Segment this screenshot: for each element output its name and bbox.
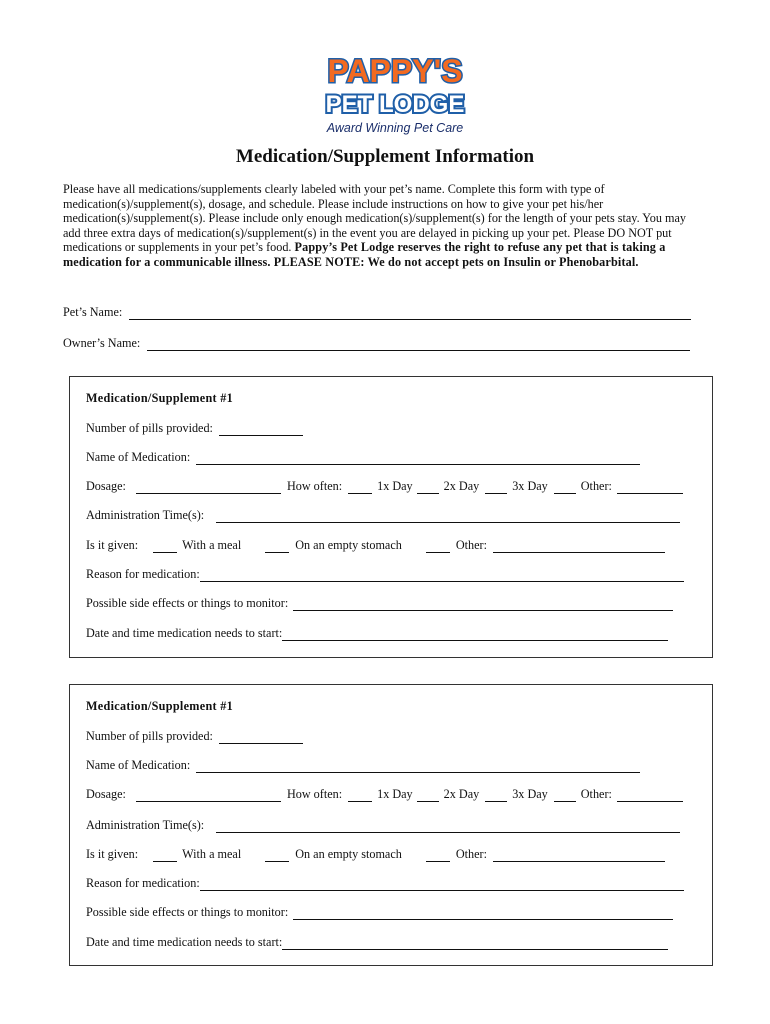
option-other-line[interactable] <box>554 789 576 802</box>
empty-stomach-label: On an empty stomach <box>295 847 402 861</box>
start-label: Date and time medication needs to start: <box>86 626 283 640</box>
admin-time-input-line[interactable] <box>216 820 680 833</box>
dosage-row <box>86 787 683 802</box>
given-row <box>86 847 665 862</box>
side-effects-input-line[interactable] <box>293 598 673 611</box>
owner-name-input-line[interactable] <box>147 338 690 351</box>
how-often-label: How often: <box>286 787 343 801</box>
given-other-line[interactable] <box>426 540 450 553</box>
admin-time-input-line[interactable] <box>216 510 680 523</box>
medication-section-1 <box>69 376 713 658</box>
logo-graphic <box>300 48 490 140</box>
other-input-line[interactable] <box>617 789 683 802</box>
reason-input-line[interactable] <box>200 878 684 891</box>
with-meal-label: With a meal <box>182 847 242 861</box>
intro-paragraph <box>63 182 703 270</box>
side-effects-input-line[interactable] <box>293 907 673 920</box>
section-heading: Medication/Supplement #1 <box>86 391 234 405</box>
option-3x-label: 3x Day <box>512 787 548 801</box>
other-input-line[interactable] <box>617 481 683 494</box>
dosage-row <box>86 479 683 494</box>
medication-section-2 <box>69 684 713 966</box>
start-input-line[interactable] <box>282 937 668 950</box>
medication-name-field <box>86 758 640 773</box>
option-3x-line[interactable] <box>485 481 507 494</box>
given-other-line[interactable] <box>426 849 450 862</box>
given-row <box>86 538 665 553</box>
with-meal-line[interactable] <box>153 849 177 862</box>
start-field <box>86 626 668 641</box>
option-other-line[interactable] <box>554 481 576 494</box>
empty-stomach-line[interactable] <box>265 540 289 553</box>
pills-field <box>86 729 303 744</box>
how-often-label: How often: <box>286 479 343 493</box>
owner-name-label: Owner’s Name: <box>63 336 141 350</box>
given-other-input-line[interactable] <box>493 849 665 862</box>
dosage-input-line[interactable] <box>136 481 281 494</box>
pills-input-line[interactable] <box>219 423 303 436</box>
pet-name-input-line[interactable] <box>129 307 691 320</box>
option-2x-line[interactable] <box>417 789 439 802</box>
logo-line2: PET LODGE <box>325 91 465 118</box>
admin-time-label: Administration Time(s): <box>86 818 205 832</box>
option-1x-line[interactable] <box>348 481 372 494</box>
option-2x-label: 2x Day <box>443 787 480 801</box>
section-heading: Medication/Supplement #1 <box>86 699 234 713</box>
logo-tagline: Award Winning Pet Care <box>326 121 464 135</box>
dosage-label: Dosage: <box>86 787 126 801</box>
owner-name-field <box>63 336 690 351</box>
admin-time-field <box>86 508 680 523</box>
option-2x-line[interactable] <box>417 481 439 494</box>
empty-stomach-line[interactable] <box>265 849 289 862</box>
pills-label: Number of pills provided: <box>86 729 213 743</box>
side-effects-label: Possible side effects or things to monitor: <box>86 596 289 610</box>
page-title: Medication/Supplement Information <box>235 146 535 167</box>
medication-name-label: Name of Medication: <box>86 758 191 772</box>
option-1x-label: 1x Day <box>377 787 413 801</box>
given-other-label: Other: <box>455 847 487 861</box>
logo-line1: PAPPY'S <box>327 53 463 89</box>
empty-stomach-label: On an empty stomach <box>295 538 402 552</box>
reason-field <box>86 567 684 582</box>
medication-name-label: Name of Medication: <box>86 450 191 464</box>
option-1x-label: 1x Day <box>377 479 413 493</box>
pet-name-label: Pet’s Name: <box>63 305 123 319</box>
medication-name-input-line[interactable] <box>196 452 640 465</box>
start-input-line[interactable] <box>282 628 668 641</box>
intro-notice: Pappy’s Pet Lodge reserves the right to refuse any pet that is taking a medication for a communicable illness. PLEASE NOTE: We do not accept pets on Insulin or Phenobarbital. <box>63 240 666 269</box>
admin-time-field <box>86 818 680 833</box>
with-meal-label: With a meal <box>182 538 242 552</box>
dosage-input-line[interactable] <box>136 789 281 802</box>
reason-field <box>86 876 684 891</box>
medication-name-input-line[interactable] <box>196 760 640 773</box>
dosage-label: Dosage: <box>86 479 126 493</box>
with-meal-line[interactable] <box>153 540 177 553</box>
pappys-pet-lodge-logo <box>300 48 490 140</box>
given-other-input-line[interactable] <box>493 540 665 553</box>
option-1x-line[interactable] <box>348 789 372 802</box>
intro-text: Please have all medications/supplements clearly labeled with your pet’s name. Complete this form with type of medication(s)/supplement(s), dosage, and schedule. Please include instructions on how to give your pet his/her medication(s)/supplement(s). Please include only enough medication(s)/supplement(s) for the length of your pets stay. You may add three extra days of medication(s)/supplement(s) in the event you are delayed in picking up your pet. Please DO NOT put medications or supplements in your pet’s food. <box>63 182 687 255</box>
given-label: Is it given: <box>86 847 139 861</box>
admin-time-label: Administration Time(s): <box>86 508 205 522</box>
medication-name-field <box>86 450 640 465</box>
given-other-label: Other: <box>455 538 487 552</box>
other-label: Other: <box>580 479 612 493</box>
given-label: Is it given: <box>86 538 139 552</box>
option-3x-line[interactable] <box>485 789 507 802</box>
reason-input-line[interactable] <box>200 569 684 582</box>
pills-input-line[interactable] <box>219 731 303 744</box>
side-effects-field <box>86 905 673 920</box>
reason-label: Reason for medication: <box>86 876 200 890</box>
option-3x-label: 3x Day <box>512 479 548 493</box>
side-effects-label: Possible side effects or things to monitor: <box>86 905 289 919</box>
other-label: Other: <box>580 787 612 801</box>
option-2x-label: 2x Day <box>443 479 480 493</box>
side-effects-field <box>86 596 673 611</box>
reason-label: Reason for medication: <box>86 567 200 581</box>
pet-name-field <box>63 305 691 320</box>
start-label: Date and time medication needs to start: <box>86 935 283 949</box>
pills-field <box>86 421 303 436</box>
start-field <box>86 935 668 950</box>
pills-label: Number of pills provided: <box>86 421 213 435</box>
